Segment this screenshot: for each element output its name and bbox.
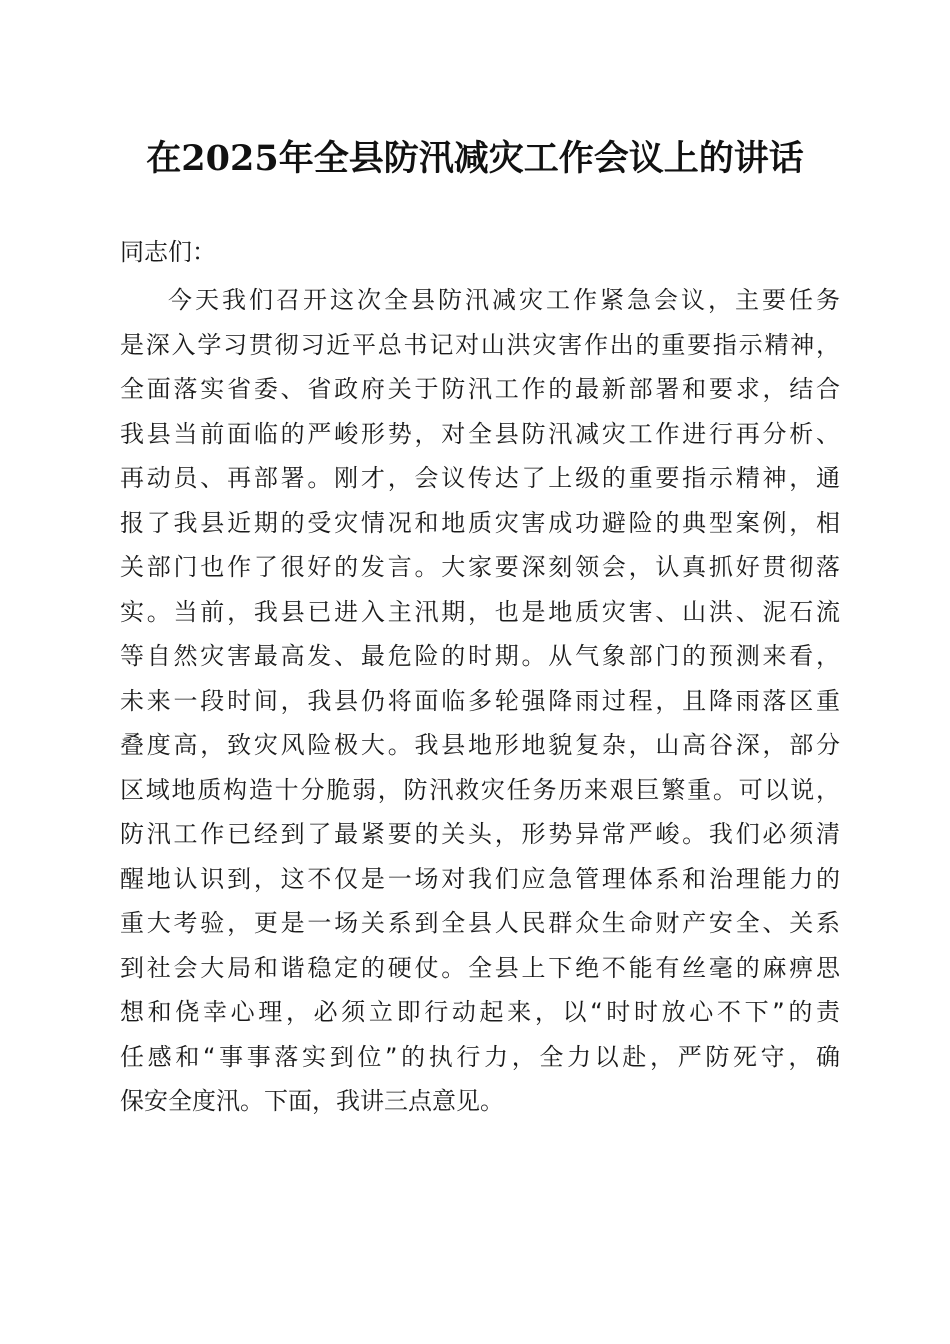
paragraph-line: 我县当前面临的严峻形势，对全县防汛减灾工作进行再分析、	[120, 419, 840, 448]
paragraph-line: 报了我县近期的受灾情况和地质灾害成功避险的典型案例，相	[120, 508, 840, 537]
paragraph-line: 是深入学习贯彻习近平总书记对山洪灾害作出的重要指示精神，	[120, 330, 840, 359]
document-title: 在2025年全县防汛减灾工作会议上的讲话	[146, 138, 804, 179]
paragraph-line: 再动员、再部署。刚才，会议传达了上级的重要指示精神，通	[120, 464, 840, 492]
salutation: 同志们：	[120, 238, 216, 266]
paragraph-line: 重大考验，更是一场关系到全县人民群众生命财产安全、关系	[120, 909, 840, 937]
paragraph-line: 到社会大局和谐稳定的硬仗。全县上下绝不能有丝毫的麻痹思	[120, 953, 840, 982]
paragraph-line: 叠度高，致灾风险极大。我县地形地貌复杂，山高谷深，部分	[120, 731, 840, 759]
paragraph-line: 区域地质构造十分脆弱，防汛救灾任务历来艰巨繁重。可以说，	[120, 775, 840, 804]
body-paragraph	[120, 284, 840, 1130]
paragraph-line: 想和侥幸心理，必须立即行动起来，以“时时放心不下”的责	[120, 998, 840, 1026]
paragraph-line: 关部门也作了很好的发言。大家要深刻领会，认真抓好贯彻落	[120, 553, 840, 581]
paragraph-line: 今天我们召开这次全县防汛减灾工作紧急会议，主要任务	[168, 286, 840, 314]
paragraph-line: 防汛工作已经到了最紧要的关头，形势异常严峻。我们必须清	[120, 820, 840, 848]
paragraph-line: 未来一段时间，我县仍将面临多轮强降雨过程，且降雨落区重	[120, 686, 840, 715]
paragraph-line: 等自然灾害最高发、最危险的时期。从气象部门的预测来看，	[120, 642, 840, 670]
paragraph-line: 任感和“事事落实到位”的执行力，全力以赴，严防死守，确	[120, 1042, 840, 1071]
paragraph-line: 保安全度汛。下面，我讲三点意见。	[120, 1087, 504, 1115]
paragraph-line: 醒地认识到，这不仅是一场对我们应急管理体系和治理能力的	[120, 864, 840, 893]
paragraph-line: 全面落实省委、省政府关于防汛工作的最新部署和要求，结合	[120, 375, 840, 403]
paragraph-line: 实。当前，我县已进入主汛期，也是地质灾害、山洪、泥石流	[120, 597, 840, 626]
